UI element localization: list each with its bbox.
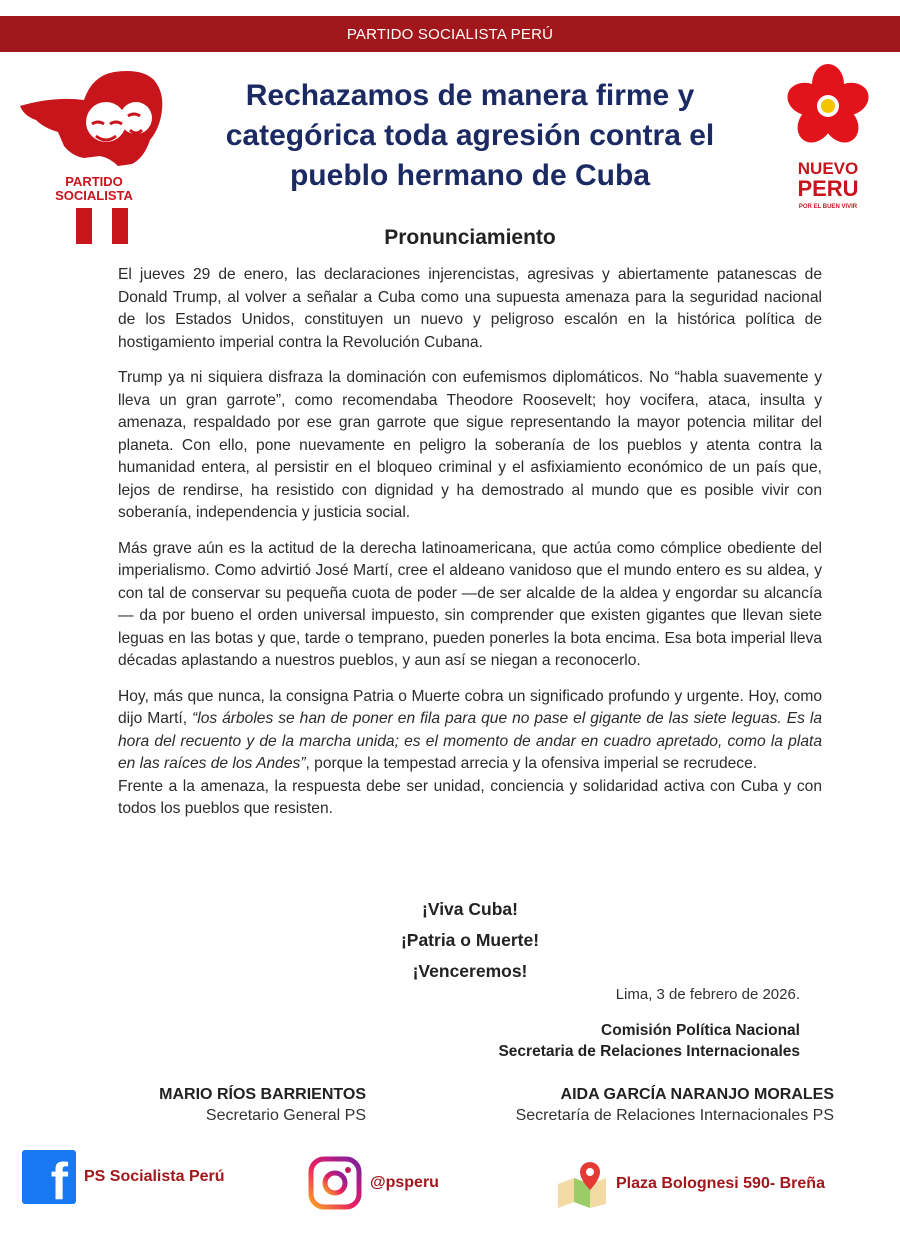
- instagram-label: @psperu: [370, 1174, 439, 1191]
- signatory-right: [516, 1084, 834, 1126]
- headline-line-3: pueblo hermano de Cuba: [289, 159, 651, 192]
- signatory-right-role: Secretaría de Relaciones Internacionales PS: [515, 1107, 834, 1124]
- slogan-1: ¡Viva Cuba!: [422, 899, 518, 919]
- signatory-right-name: AIDA GARCÍA NARANJO MORALES: [560, 1086, 834, 1103]
- commission-block: [498, 1020, 800, 1062]
- slogan-3: ¡Venceremos!: [412, 961, 528, 981]
- slogan-2: ¡Patria o Muerte!: [400, 930, 540, 950]
- paragraph-4-end: , porque la tempestad arrecia y la ofensiva imperial se recrudece.: [305, 755, 758, 772]
- headline-line-2: categórica toda agresión contra el: [225, 119, 715, 152]
- paragraph-4: [118, 686, 822, 776]
- commission-line-1: Comisión Política Nacional: [601, 1022, 800, 1039]
- commission-line-2: Secretaria de Relaciones Internacionales: [498, 1043, 800, 1060]
- nuevo-peru-logo: [772, 62, 884, 212]
- address-label: Plaza Bolognesi 590- Breña: [616, 1175, 825, 1192]
- partido-socialista-logo: [14, 66, 174, 246]
- header-banner: [0, 16, 900, 52]
- place-date: Lima, 3 de febrero de 2026.: [615, 986, 800, 1003]
- instagram-link[interactable]: [308, 1156, 439, 1210]
- signatory-left-name: MARIO RÍOS BARRIENTOS: [159, 1086, 366, 1103]
- paragraph-2: Trump ya ni siquiera disfraza la dominación con eufemismos diplomáticos. No “habla suavemente y lleva un gran garrote”, como recomendaba Theodore Roosevelt; hoy vocifera, ataca, insulta y amenaza, respaldado por ese gran garrote que sigue representando la mayor potencia militar del planeta. Con ello, pone nuevamente en peligro la soberanía de los pueblos y atenta contra la humanidad entera, al persistir en el bloqueo criminal y el asfixiamiento económico de un país que, lejos de rendirse, ha resistido con dignidad y ha demostrado al mundo que es posible vivir con soberanía, independencia y justicia social.: [118, 369, 822, 521]
- map-pin-icon: [556, 1160, 608, 1208]
- signatory-left: [159, 1084, 366, 1126]
- paragraph-4-start: Hoy, más que nunca, la consigna Patria o Muerte cobra un significado profundo y urgente. Hoy, como dijo Martí,: [118, 687, 822, 727]
- subtitle: Pronunciamiento: [384, 226, 556, 249]
- headline-line-1: Rechazamos de manera firme y: [245, 79, 695, 112]
- logo-left-line1: PARTIDO: [65, 174, 123, 189]
- org-name: PARTIDO SOCIALISTA PERÚ: [346, 25, 554, 43]
- logo-left-line2: SOCIALISTA: [55, 188, 133, 203]
- logo-right-line1: NUEVO: [797, 159, 859, 178]
- logo-right-tagline: POR EL BUEN VIVIR: [798, 204, 858, 210]
- address-link[interactable]: [556, 1160, 825, 1208]
- facebook-link[interactable]: [22, 1150, 225, 1204]
- paragraph-1: El jueves 29 de enero, las declaraciones injerencistas, agresivas y abiertamente patanescas de Donald Trump, al volver a señalar a Cuba como una supuesta amenaza para la seguridad nacional de los Estados Unidos, constituyen un nuevo y peligroso escalón en la histórica política de hostigamiento imperial contra la Revolución Cubana.: [118, 266, 822, 351]
- facebook-label: PS Socialista Perú: [84, 1168, 225, 1185]
- signatory-left-role: Secretario General PS: [205, 1107, 366, 1124]
- marti-quote: “los árboles se han de poner en fila para que no pase el gigante de las siete leguas. Es la hora del recuento y de la marcha unida; es el momento de andar en cuadro apretado, como la plata en las raíces de los Andes”: [118, 710, 822, 772]
- instagram-icon: [308, 1156, 362, 1210]
- facebook-icon: f: [22, 1150, 76, 1204]
- logo-right-line2: PERU: [797, 176, 859, 201]
- paragraph-5: Frente a la amenaza, la respuesta debe ser unidad, conciencia y solidaridad activa con Cuba y con todos los pueblos que resisten.: [118, 777, 822, 817]
- headline: [180, 76, 760, 196]
- statement-body: [118, 264, 822, 834]
- paragraph-3: Más grave aún es la actitud de la derecha latinoamericana, que actúa como cómplice obediente del imperialismo. Como advirtió José Martí, cree el aldeano vanidoso que el mundo entero es su aldea, y con tal de conservar su pequeña cuota de poder —de ser alcalde de la aldea y engordar su alcancía— da por bueno el orden universal impuesto, sin comprender que existen gigantes que llevan siete leguas en las botas y que, tarde o temprano, pueden ponerles la bota encima. Esa bota imperial lleva décadas aplastando a nuestros pueblos, y aun así se niegan a reconocerlo.: [118, 539, 822, 669]
- slogans: [370, 894, 570, 987]
